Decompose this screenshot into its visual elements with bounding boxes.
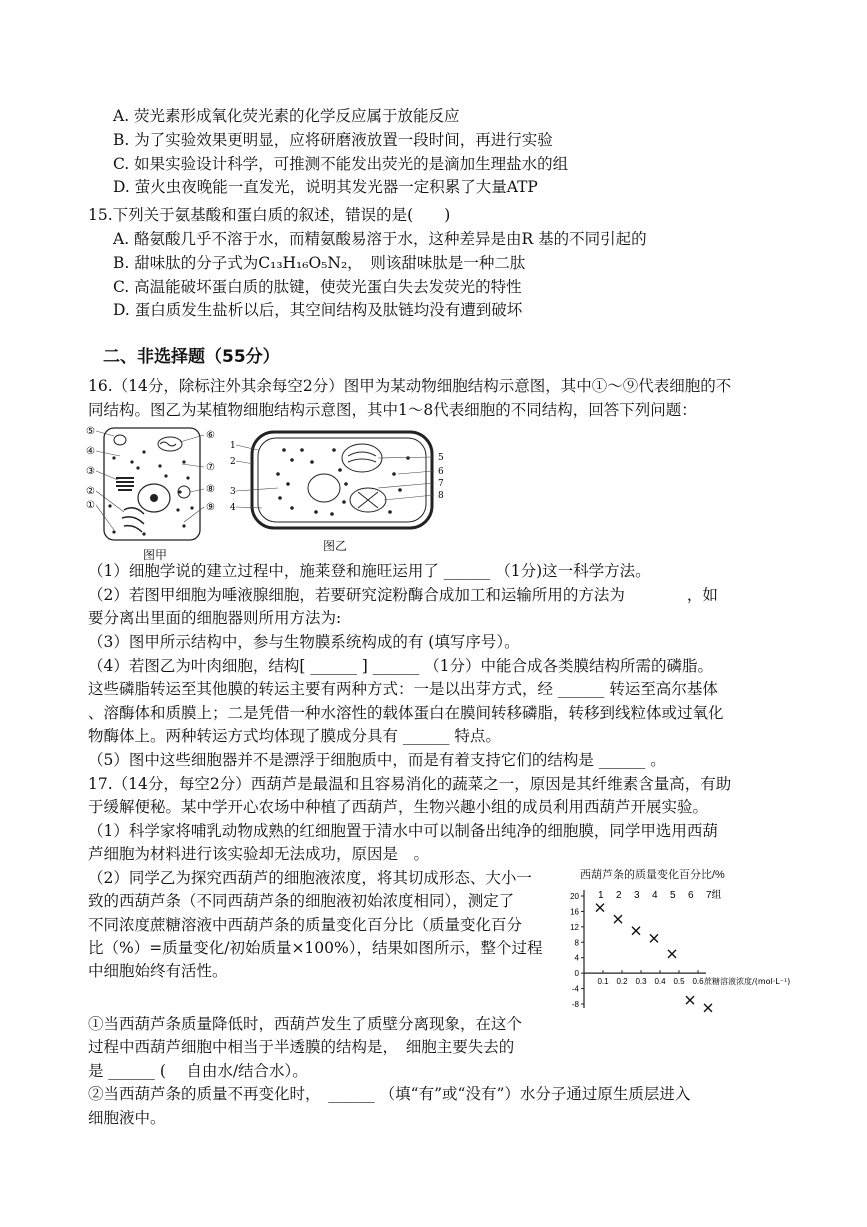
fig-a-label: ⑨ xyxy=(206,502,215,513)
y-tick-label: -8 xyxy=(571,1000,579,1009)
q16-sub-5: （5）图中这些细胞器并不是漂浮于细胞质中，而是有着支持它们的结构是 ______ 。 xyxy=(88,751,666,769)
fig-b-label: 3 xyxy=(230,487,236,497)
fig-b-label: 8 xyxy=(438,491,444,501)
q17-line-3: （1）科学家将哺乳动物成熟的红细胞置于清水中可以制备出纯净的细胞膜，同学甲选用西葫 xyxy=(88,822,718,840)
x-tick-label: 0.1 xyxy=(597,977,609,987)
q16-sub-1: （1）细胞学说的建立过程中，施莱登和施旺运用了 ______ （1分)这一科学方法。 xyxy=(88,562,651,580)
group-label: 7组 xyxy=(706,890,722,901)
x-axis-label: 蔗糖溶液浓度/(mol·L⁻¹) xyxy=(704,977,791,987)
q14-option-c: C. 如果实验设计科学，可推测不能发出荧光的是滴加生理盐水的组 xyxy=(113,155,569,173)
q15-stem: 15.下列关于氨基酸和蛋白质的叙述，错误的是( ) xyxy=(88,206,451,224)
data-point xyxy=(614,915,622,923)
q17-line-2: 于缓解便秘。某中学开心农场中种植了西葫芦，生物兴趣小组的成员利用西葫芦开展实验。 xyxy=(88,798,709,816)
y-tick-label: 20 xyxy=(570,892,579,901)
fig-a-label: ⑤ xyxy=(86,426,95,437)
data-point xyxy=(704,1004,712,1012)
q15-option-a: A. 酪氨酸几乎不溶于水，而精氨酸易溶于水，这种差异是由R 基的不同引起的 xyxy=(113,230,647,248)
fig-a-label: ⑦ xyxy=(206,462,215,473)
section-title: 二、非选择题（55分） xyxy=(103,347,280,367)
q16-sub-4c: 、溶酶体和质膜上；二是凭借一种水溶性的载体蛋白在膜间转移磷脂，转移到线粒体或过氧化 xyxy=(88,704,724,722)
group-label: 6 xyxy=(688,890,694,901)
fig-a-label: ⑧ xyxy=(206,484,215,495)
q17-line-8: 比（%）=质量变化/初始质量×100%），结果如图所示，整个过程 xyxy=(88,939,543,957)
q16-sub-4: （4）若图乙为叶肉细胞，结构[ ______ ] ______ （1分）中能合成各类膜结构所需的磷脂。 xyxy=(88,657,714,675)
q16-line-2: 同结构。图乙为某植物细胞结构示意图，其中1～8代表细胞的不同结构，回答下列问题： xyxy=(88,401,697,419)
x-tick-label: 0.3 xyxy=(635,977,647,987)
y-tick-label: -4 xyxy=(571,984,579,994)
figure-animal-cell xyxy=(84,422,220,546)
fig-b-label: 7 xyxy=(438,479,444,489)
data-point xyxy=(686,996,694,1004)
group-label: 3 xyxy=(634,890,640,901)
q17-line-4: 芦细胞为材料进行该实验却无法成功，原因是 。 xyxy=(88,845,430,863)
data-point xyxy=(650,934,658,942)
fig-a-label: ④ xyxy=(86,446,95,457)
group-label: 5 xyxy=(670,890,676,901)
y-tick-label: 4 xyxy=(574,953,579,963)
q17-line-5: （2）同学乙为探究西葫芦的细胞液浓度，将其切成形态、大小一 xyxy=(88,869,532,887)
group-label: 2 xyxy=(616,890,622,901)
x-tick-label: 0.6 xyxy=(692,977,704,987)
q14-option-d: D. 萤火虫夜晚能一直发光，说明其发光器一定积累了大量ATP xyxy=(113,178,538,196)
q16-sub-4d: 物酶体上。两种转运方式均体现了膜成分具有 ______ 特点。 xyxy=(88,727,501,745)
x-tick-label: 0.4 xyxy=(654,977,666,987)
fig-b-label: 6 xyxy=(438,467,444,477)
x-tick-label: 0.2 xyxy=(616,977,628,987)
q17-line-14: 细胞液中。 xyxy=(88,1109,166,1127)
fig-b-label: 1 xyxy=(230,441,236,451)
q16-sub-3: （3）图甲所示结构中，参与生物膜系统构成的有 (填写序号）。 xyxy=(88,633,520,651)
chart-title: 西葫芦条的质量变化百分比/% xyxy=(580,869,725,881)
q14-option-a: A. 荧光素形成氧化荧光素的化学反应属于放能反应 xyxy=(113,107,460,125)
x-tick-label: 0.5 xyxy=(673,977,685,987)
fig-b-label: 2 xyxy=(230,457,236,467)
q15-option-d: D. 蛋白质发生盐析以后，其空间结构及肽链均没有遭到破坏 xyxy=(113,301,523,319)
figure-b-caption: 图乙 xyxy=(323,539,348,553)
data-point xyxy=(596,904,604,912)
q16-line-1: 16.（14分，除标注外其余每空2分）图甲为某动物细胞结构示意图，其中①～⑨代表细胞的不 xyxy=(88,377,732,395)
fig-a-label: ⑥ xyxy=(206,430,215,441)
y-tick-label: 0 xyxy=(574,969,579,979)
fig-b-label: 5 xyxy=(438,453,444,463)
q15-option-b: B. 甜味肽的分子式为C₁₃H₁₆O₅N₂， 则该甜味肽是一种二肽 xyxy=(113,254,526,272)
y-tick-label: 8 xyxy=(574,938,579,948)
q17-line-7: 不同浓度蔗糖溶液中西葫芦条的质量变化百分比（质量变化百分 xyxy=(88,916,523,934)
q17-line-10: ①当西葫芦条质量降低时，西葫芦发生了质壁分离现象，在这个 xyxy=(88,1015,523,1033)
q17-line-11: 过程中西葫芦细胞中相当于半透膜的结构是， 细胞主要失去的 xyxy=(88,1038,515,1056)
y-tick-label: 16 xyxy=(570,907,579,917)
data-point xyxy=(668,950,676,958)
q15-option-c: C. 高温能破坏蛋白质的肽键，使荧光蛋白失去发荧光的特性 xyxy=(113,278,522,296)
q14-option-b: B. 为了实验效果更明显，应将研磨液放置一段时间，再进行实验 xyxy=(113,131,553,149)
q17-line-6: 致的西葫芦条（不同西葫芦条的细胞液初始浓度相同），测定了 xyxy=(88,892,515,910)
q17-line-1: 17.（14分，每空2分）西葫芦是最温和且容易消化的蔬菜之一，原因是其纤维素含量高，有助 xyxy=(88,775,732,793)
fig-b-label: 4 xyxy=(230,503,236,513)
fig-a-label: ② xyxy=(86,486,95,497)
q16-sub-4b: 这些磷脂转运至其他膜的转运主要有两种方式：一是以出芽方式，经 ______ 转运至高尔基体 xyxy=(88,680,718,698)
q17-line-13: ②当西葫芦条的质量不再变化时， ______ （填“有”或“没有”）水分子通过原生质层进入 xyxy=(88,1085,691,1103)
fig-a-label: ① xyxy=(86,500,95,511)
q17-line-12: 是 ______ ( 自由水/结合水）。 xyxy=(88,1062,308,1080)
group-label: 1 xyxy=(598,890,604,901)
figure-a-caption: 图甲 xyxy=(143,548,168,562)
y-tick-label: 12 xyxy=(570,922,579,932)
chart xyxy=(558,880,791,1020)
group-label: 4 xyxy=(652,890,658,901)
fig-a-label: ③ xyxy=(86,466,95,477)
figure-plant-cell xyxy=(228,428,448,532)
q16-sub-2: （2）若图甲细胞为唾液腺细胞，若要研究淀粉酶合成加工和运输所用的方法为 ，如 xyxy=(88,586,718,604)
q16-sub-2b: 要分离出里面的细胞器则所用方法为: xyxy=(88,609,342,627)
data-point xyxy=(632,927,640,935)
q17-line-9: 中细胞始终有活性。 xyxy=(88,962,228,980)
